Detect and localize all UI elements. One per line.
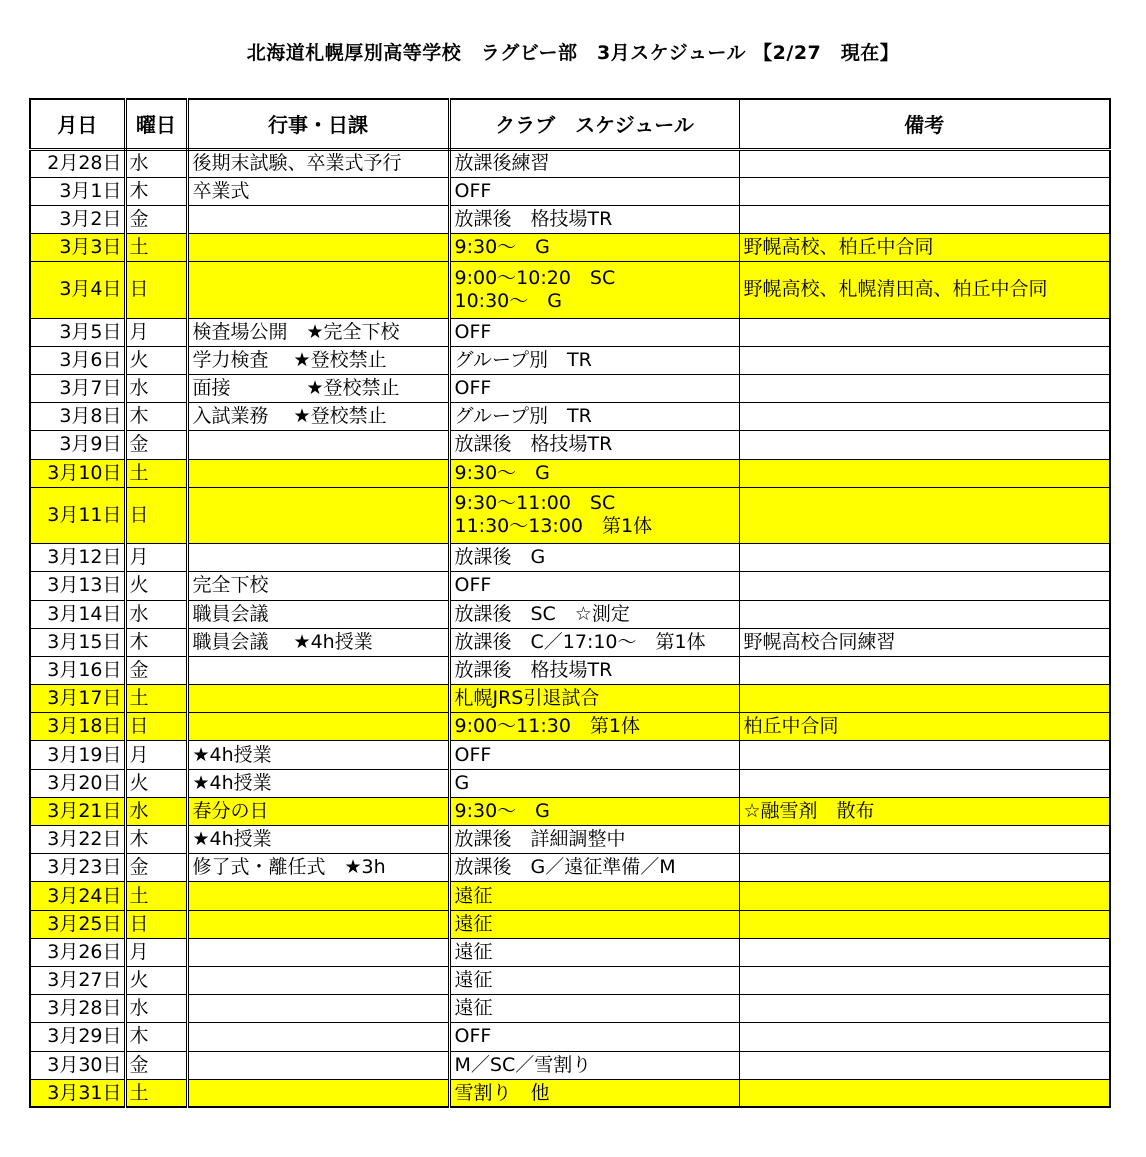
cell-event [187, 966, 449, 994]
cell-event: 職員会議 ★4h授業 [187, 628, 449, 656]
club-schedule-line: 放課後 C／17:10～ 第1体 [454, 630, 706, 653]
table-row [30, 346, 1110, 374]
cell-event [187, 205, 449, 233]
table-row [30, 459, 1110, 487]
table-row [30, 600, 1110, 628]
cell-day-of-week: 火 [125, 572, 187, 600]
cell-day-of-week: 木 [125, 1023, 187, 1051]
cell-note [739, 431, 1110, 459]
cell-day-of-week: 金 [125, 1051, 187, 1079]
cell-day-of-week: 火 [125, 769, 187, 797]
table-row [30, 431, 1110, 459]
cell-date: 3月23日 [30, 854, 125, 882]
cell-note [739, 572, 1110, 600]
cell-note [739, 346, 1110, 374]
club-schedule-line: 雪割り 他 [454, 1081, 550, 1104]
cell-club-schedule [449, 318, 739, 346]
cell-day-of-week: 木 [125, 628, 187, 656]
cell-event: ★4h授業 [187, 769, 449, 797]
cell-note [739, 149, 1110, 177]
cell-event [187, 1079, 449, 1107]
club-schedule-line: 9:30～ G [454, 236, 550, 259]
cell-day-of-week: 金 [125, 205, 187, 233]
club-schedule-line: 9:30～ G [454, 799, 550, 822]
cell-day-of-week: 木 [125, 177, 187, 205]
club-schedule-line: OFF [454, 377, 492, 400]
club-schedule-line: 9:30～11:00 SC [454, 492, 616, 515]
cell-date: 3月28日 [30, 995, 125, 1023]
table-row [30, 882, 1110, 910]
club-schedule-line: 放課後 詳細調整中 [454, 828, 626, 851]
cell-club-schedule [449, 1023, 739, 1051]
club-schedule-line: 10:30～ G [454, 289, 562, 312]
cell-event: 春分の日 [187, 797, 449, 825]
table-header [30, 99, 1110, 149]
table-row [30, 741, 1110, 769]
cell-event [187, 938, 449, 966]
cell-club-schedule [449, 713, 739, 741]
cell-day-of-week: 木 [125, 826, 187, 854]
cell-club-schedule [449, 177, 739, 205]
cell-event [187, 544, 449, 572]
cell-day-of-week: 水 [125, 149, 187, 177]
cell-date: 3月11日 [30, 487, 125, 543]
header-event: 行事・日課 [187, 99, 449, 149]
cell-event [187, 995, 449, 1023]
cell-event [187, 459, 449, 487]
cell-event: 修了式・離任式 ★3h [187, 854, 449, 882]
cell-event: 学力検査 ★登校禁止 [187, 346, 449, 374]
cell-note [739, 1051, 1110, 1079]
club-schedule-line: OFF [454, 1025, 492, 1048]
cell-note [739, 938, 1110, 966]
cell-note [739, 995, 1110, 1023]
cell-date: 3月15日 [30, 628, 125, 656]
cell-day-of-week: 水 [125, 995, 187, 1023]
cell-club-schedule [449, 1079, 739, 1107]
club-schedule-line: OFF [454, 574, 492, 597]
cell-note [739, 544, 1110, 572]
header-note: 備考 [739, 99, 1110, 149]
cell-note [739, 854, 1110, 882]
cell-event: 職員会議 [187, 600, 449, 628]
cell-day-of-week: 水 [125, 600, 187, 628]
cell-club-schedule [449, 262, 739, 318]
cell-club-schedule [449, 769, 739, 797]
cell-date: 3月14日 [30, 600, 125, 628]
club-schedule-line: 放課後 G／遠征準備／M [454, 856, 676, 879]
cell-club-schedule [449, 234, 739, 262]
table-row [30, 262, 1110, 318]
cell-date: 3月29日 [30, 1023, 125, 1051]
cell-note [739, 882, 1110, 910]
cell-date: 3月18日 [30, 713, 125, 741]
table-row [30, 572, 1110, 600]
table-row [30, 797, 1110, 825]
cell-event [187, 234, 449, 262]
cell-club-schedule [449, 459, 739, 487]
cell-date: 3月13日 [30, 572, 125, 600]
table-row [30, 487, 1110, 543]
cell-club-schedule [449, 487, 739, 543]
cell-day-of-week: 月 [125, 544, 187, 572]
table-row [30, 713, 1110, 741]
club-schedule-line: 放課後 格技場TR [454, 207, 613, 230]
club-schedule-line: 遠征 [454, 940, 493, 963]
cell-club-schedule [449, 966, 739, 994]
club-schedule-line: OFF [454, 179, 492, 202]
cell-event [187, 1051, 449, 1079]
cell-club-schedule [449, 544, 739, 572]
cell-club-schedule [449, 1051, 739, 1079]
cell-club-schedule [449, 656, 739, 684]
cell-event [187, 262, 449, 318]
schedule-table [29, 98, 1111, 1108]
club-schedule-line: 遠征 [454, 969, 493, 992]
cell-day-of-week: 日 [125, 262, 187, 318]
cell-event [187, 1023, 449, 1051]
page-title: 北海道札幌厚別高等学校 ラグビー部 3月スケジュール 【2/27 現在】 [246, 42, 900, 64]
cell-club-schedule [449, 995, 739, 1023]
table-body [30, 149, 1110, 1107]
cell-date: 2月28日 [30, 149, 125, 177]
cell-note [739, 741, 1110, 769]
table-row [30, 1023, 1110, 1051]
club-schedule-line: M／SC／雪割り [454, 1053, 592, 1076]
club-schedule-line: グループ別 TR [454, 405, 592, 428]
cell-event: 面接 ★登校禁止 [187, 375, 449, 403]
cell-date: 3月9日 [30, 431, 125, 459]
cell-note [739, 177, 1110, 205]
cell-club-schedule [449, 375, 739, 403]
header-date: 月日 [30, 99, 125, 149]
cell-club-schedule [449, 403, 739, 431]
cell-club-schedule [449, 628, 739, 656]
table-row [30, 938, 1110, 966]
cell-note: 野幌高校、札幌清田高、柏丘中合同 [739, 262, 1110, 318]
cell-date: 3月21日 [30, 797, 125, 825]
cell-club-schedule [449, 741, 739, 769]
table-row [30, 656, 1110, 684]
cell-club-schedule [449, 910, 739, 938]
cell-club-schedule [449, 600, 739, 628]
cell-note: 野幌高校、柏丘中合同 [739, 234, 1110, 262]
cell-day-of-week: 土 [125, 685, 187, 713]
cell-day-of-week: 日 [125, 713, 187, 741]
cell-club-schedule [449, 826, 739, 854]
header-row [30, 99, 1110, 149]
cell-club-schedule [449, 854, 739, 882]
club-schedule-line: 9:00～10:20 SC [454, 266, 616, 289]
header-club-schedule: クラブ スケジュール [449, 99, 739, 149]
cell-event [187, 685, 449, 713]
cell-date: 3月4日 [30, 262, 125, 318]
cell-day-of-week: 土 [125, 234, 187, 262]
cell-event [187, 882, 449, 910]
cell-day-of-week: 土 [125, 882, 187, 910]
table-row [30, 205, 1110, 233]
cell-note [739, 403, 1110, 431]
cell-day-of-week: 月 [125, 318, 187, 346]
cell-date: 3月30日 [30, 1051, 125, 1079]
cell-date: 3月19日 [30, 741, 125, 769]
cell-event: 卒業式 [187, 177, 449, 205]
cell-note [739, 1079, 1110, 1107]
cell-event: 後期末試験、卒業式予行 [187, 149, 449, 177]
cell-date: 3月6日 [30, 346, 125, 374]
table-row [30, 1051, 1110, 1079]
cell-club-schedule [449, 572, 739, 600]
cell-note [739, 910, 1110, 938]
table-row [30, 685, 1110, 713]
table-row [30, 375, 1110, 403]
cell-note [739, 487, 1110, 543]
cell-date: 3月27日 [30, 966, 125, 994]
table-row [30, 769, 1110, 797]
cell-event [187, 910, 449, 938]
cell-date: 3月22日 [30, 826, 125, 854]
cell-note: ☆融雪剤 散布 [739, 797, 1110, 825]
club-schedule-line: 遠征 [454, 912, 493, 935]
table-row [30, 910, 1110, 938]
cell-club-schedule [449, 149, 739, 177]
cell-date: 3月10日 [30, 459, 125, 487]
cell-note [739, 375, 1110, 403]
header-day-of-week: 曜日 [125, 99, 187, 149]
table-row [30, 234, 1110, 262]
cell-note [739, 318, 1110, 346]
club-schedule-line: 放課後 格技場TR [454, 659, 613, 681]
cell-day-of-week: 木 [125, 403, 187, 431]
table-row [30, 544, 1110, 572]
club-schedule-line: OFF [454, 320, 492, 343]
cell-event: 完全下校 [187, 572, 449, 600]
cell-event [187, 431, 449, 459]
club-schedule-line: 9:00～11:30 第1体 [454, 715, 641, 738]
cell-date: 3月26日 [30, 938, 125, 966]
cell-club-schedule [449, 346, 739, 374]
cell-day-of-week: 金 [125, 431, 187, 459]
cell-event [187, 656, 449, 684]
table-row [30, 966, 1110, 994]
cell-day-of-week: 金 [125, 656, 187, 684]
cell-day-of-week: 月 [125, 741, 187, 769]
club-schedule-line: 放課後 G [454, 546, 546, 569]
cell-event: ★4h授業 [187, 741, 449, 769]
table-row [30, 854, 1110, 882]
cell-day-of-week: 日 [125, 910, 187, 938]
table-row [30, 826, 1110, 854]
cell-note: 柏丘中合同 [739, 713, 1110, 741]
cell-note [739, 205, 1110, 233]
cell-note: 野幌高校合同練習 [739, 628, 1110, 656]
table-row [30, 403, 1110, 431]
cell-note [739, 459, 1110, 487]
table-row [30, 318, 1110, 346]
cell-event [187, 487, 449, 543]
cell-date: 3月12日 [30, 544, 125, 572]
cell-event: 入試業務 ★登校禁止 [187, 403, 449, 431]
cell-event: 検査場公開 ★完全下校 [187, 318, 449, 346]
club-schedule-line: 遠征 [454, 884, 493, 907]
club-schedule-line: 遠征 [454, 997, 493, 1020]
table-row [30, 149, 1110, 177]
table-row [30, 1079, 1110, 1107]
cell-note [739, 600, 1110, 628]
club-schedule-line: 札幌JRS引退試合 [454, 687, 600, 710]
cell-date: 3月20日 [30, 769, 125, 797]
cell-note [739, 685, 1110, 713]
cell-day-of-week: 土 [125, 1079, 187, 1107]
cell-club-schedule [449, 797, 739, 825]
cell-date: 3月25日 [30, 910, 125, 938]
cell-day-of-week: 土 [125, 459, 187, 487]
club-schedule-line: 9:30～ G [454, 461, 550, 484]
cell-day-of-week: 火 [125, 346, 187, 374]
club-schedule-line: OFF [454, 743, 492, 766]
cell-date: 3月2日 [30, 205, 125, 233]
cell-date: 3月5日 [30, 318, 125, 346]
cell-date: 3月1日 [30, 177, 125, 205]
cell-day-of-week: 火 [125, 966, 187, 994]
club-schedule-line: 放課後練習 [454, 152, 550, 175]
club-schedule-line: 11:30～13:00 第1体 [454, 515, 653, 538]
cell-day-of-week: 日 [125, 487, 187, 543]
cell-club-schedule [449, 938, 739, 966]
club-schedule-line: グループ別 TR [454, 348, 592, 371]
cell-date: 3月17日 [30, 685, 125, 713]
table-row [30, 628, 1110, 656]
cell-note [739, 1023, 1110, 1051]
cell-club-schedule [449, 431, 739, 459]
cell-date: 3月8日 [30, 403, 125, 431]
cell-club-schedule [449, 205, 739, 233]
cell-day-of-week: 水 [125, 797, 187, 825]
cell-note [739, 656, 1110, 684]
cell-event: ★4h授業 [187, 826, 449, 854]
cell-club-schedule [449, 882, 739, 910]
cell-day-of-week: 水 [125, 375, 187, 403]
table-row [30, 177, 1110, 205]
club-schedule-line: 放課後 SC ☆測定 [454, 602, 630, 625]
cell-note [739, 966, 1110, 994]
cell-date: 3月24日 [30, 882, 125, 910]
cell-date: 3月3日 [30, 234, 125, 262]
cell-day-of-week: 月 [125, 938, 187, 966]
cell-date: 3月31日 [30, 1079, 125, 1107]
cell-date: 3月16日 [30, 656, 125, 684]
cell-day-of-week: 金 [125, 854, 187, 882]
cell-event [187, 713, 449, 741]
table-row [30, 995, 1110, 1023]
club-schedule-line: 放課後 格技場TR [454, 433, 613, 456]
cell-date: 3月7日 [30, 375, 125, 403]
club-schedule-line: G [454, 771, 470, 794]
cell-club-schedule [449, 685, 739, 713]
cell-note [739, 826, 1110, 854]
cell-note [739, 769, 1110, 797]
